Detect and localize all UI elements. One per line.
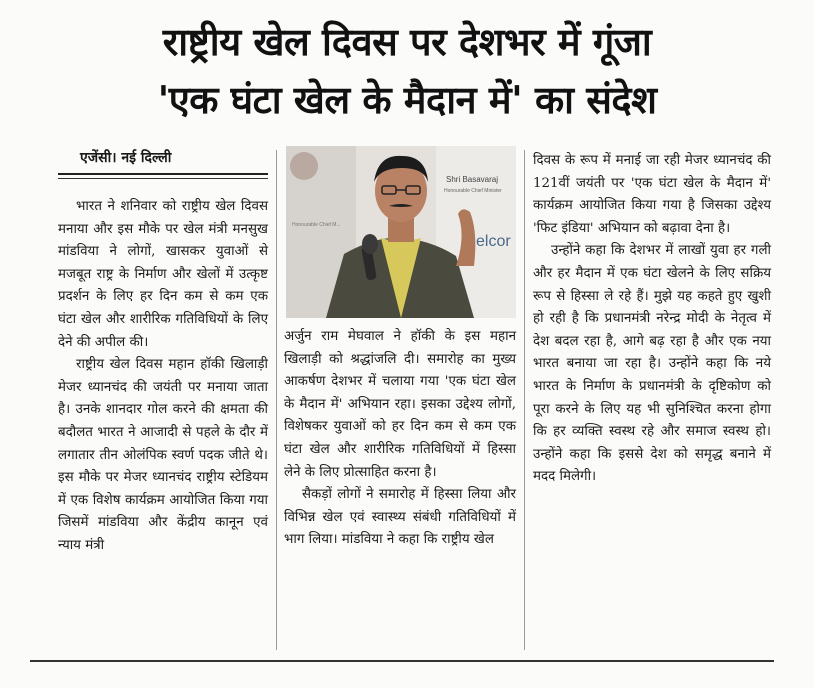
photo-backdrop-text: Shri Basavaraj xyxy=(446,175,499,184)
article-column-3 xyxy=(533,150,771,489)
dateline-rule xyxy=(58,178,268,179)
column-divider-1 xyxy=(276,150,277,650)
paragraph: भारत ने शनिवार को राष्ट्रीय खेल दिवस मनाया और इस मौके पर खेल मंत्री मनसुख मांडविया ने लोगों, खासकर युवाओं से मजबूत राष्ट्र के निर्माण और खेलों में उत्कृष्ट प्रदर्शन के लिए हर दिन कम से कम एक घंटा खेल और शारीरिक गतिविधियों के लिए देने की अपील की। xyxy=(58,199,268,350)
paragraph: राष्ट्रीय खेल दिवस महान हॉकी खिलाड़ी मेजर ध्यानचंद की जयंती पर मनाया जाता है। उनके शानदार गोल करने की क्षमता की बदौलत भारत ने आजादी से पहले के दौर में लगातार तीन ओलंपिक स्वर्ण पदक जीते थे। इस मौके पर मेजर ध्यानचंद राष्ट्रीय स्टेडियम में एक विशेष कार्यक्रम आयोजित किया गया जिसमें मांडविया और केंद्रीय कानून एवं न्याय मंत्री xyxy=(58,357,268,553)
article-column-2 xyxy=(284,326,516,552)
paragraph: अर्जुन राम मेघवाल ने हॉकी के इस महान खिलाड़ी को श्रद्धांजलि दी। समारोह का मुख्य आकर्षण देशभर में चलाया गया 'एक घंटा खेल के मैदान में' अभियान रहा। इसका उद्देश्य लोगों, विशेषकर युवाओं को हर दिन कम से कम एक घंटा खेल और शारीरिक गतिविधियों में हिस्सा लेने के लिए प्रोत्साहित करना है। xyxy=(284,329,516,480)
paragraph: उन्होंने कहा कि देशभर में लाखों युवा हर गली और हर मैदान में एक घंटा खेलने के लिए सक्रिय रूप से हिस्सा ले रहे हैं। मुझे यह कहते हुए खुशी हो रही है कि प्रधानमंत्री नरेन्द्र मोदी के नेतृत्व में देश बदल रहा है, आगे बढ़ रहा है और एक नया भारत बनाया जा रहा है। उन्होंने कहा कि नये भारत के निर्माण के प्रधानमंत्री के दृष्टिकोण को पूरा करने के लिए यह भी सुनिश्चित करना होगा कि हर व्यक्ति स्वस्थ रहे और समाज स्वस्थ हो। उन्होंने कहा कि इससे देश को समृद्ध बनाने में मदद मिलेगी। xyxy=(533,243,771,485)
photo-illustration xyxy=(286,146,516,318)
bottom-rule xyxy=(30,660,774,662)
photo-backdrop-logo-text: elcor xyxy=(476,233,511,250)
paragraph: दिवस के रूप में मनाई जा रही मेजर ध्यानचंद की 121वीं जयंती पर 'एक घंटा खेल के मैदान में' कार्यक्रम आयोजित किया गया है जिसका उद्देश्य 'फिट इंडिया' अभियान को बढ़ावा देना है। xyxy=(533,153,771,236)
column-divider-2 xyxy=(524,150,525,650)
photo-backdrop-left-text: Honourable Chief M... xyxy=(292,222,341,228)
headline-line-2: 'एक घंटा खेल के मैदान में' का संदेश xyxy=(157,78,657,122)
photo-backdrop-subtext: Honourable Chief Minister xyxy=(444,188,502,194)
headline-line-1: राष्ट्रीय खेल दिवस पर देशभर में गूंजा xyxy=(162,20,652,64)
article-column-1 xyxy=(58,196,268,558)
dateline: एजेंसी। नई दिल्ली xyxy=(58,148,268,175)
paragraph: सैकड़ों लोगों ने समारोह में हिस्सा लिया और विभिन्न खेल एवं स्वास्थ्य संबंधी गतिविधियों में भाग लिया। मांडविया ने कहा कि राष्ट्रीय खेल xyxy=(284,487,516,548)
news-photo xyxy=(286,146,516,318)
